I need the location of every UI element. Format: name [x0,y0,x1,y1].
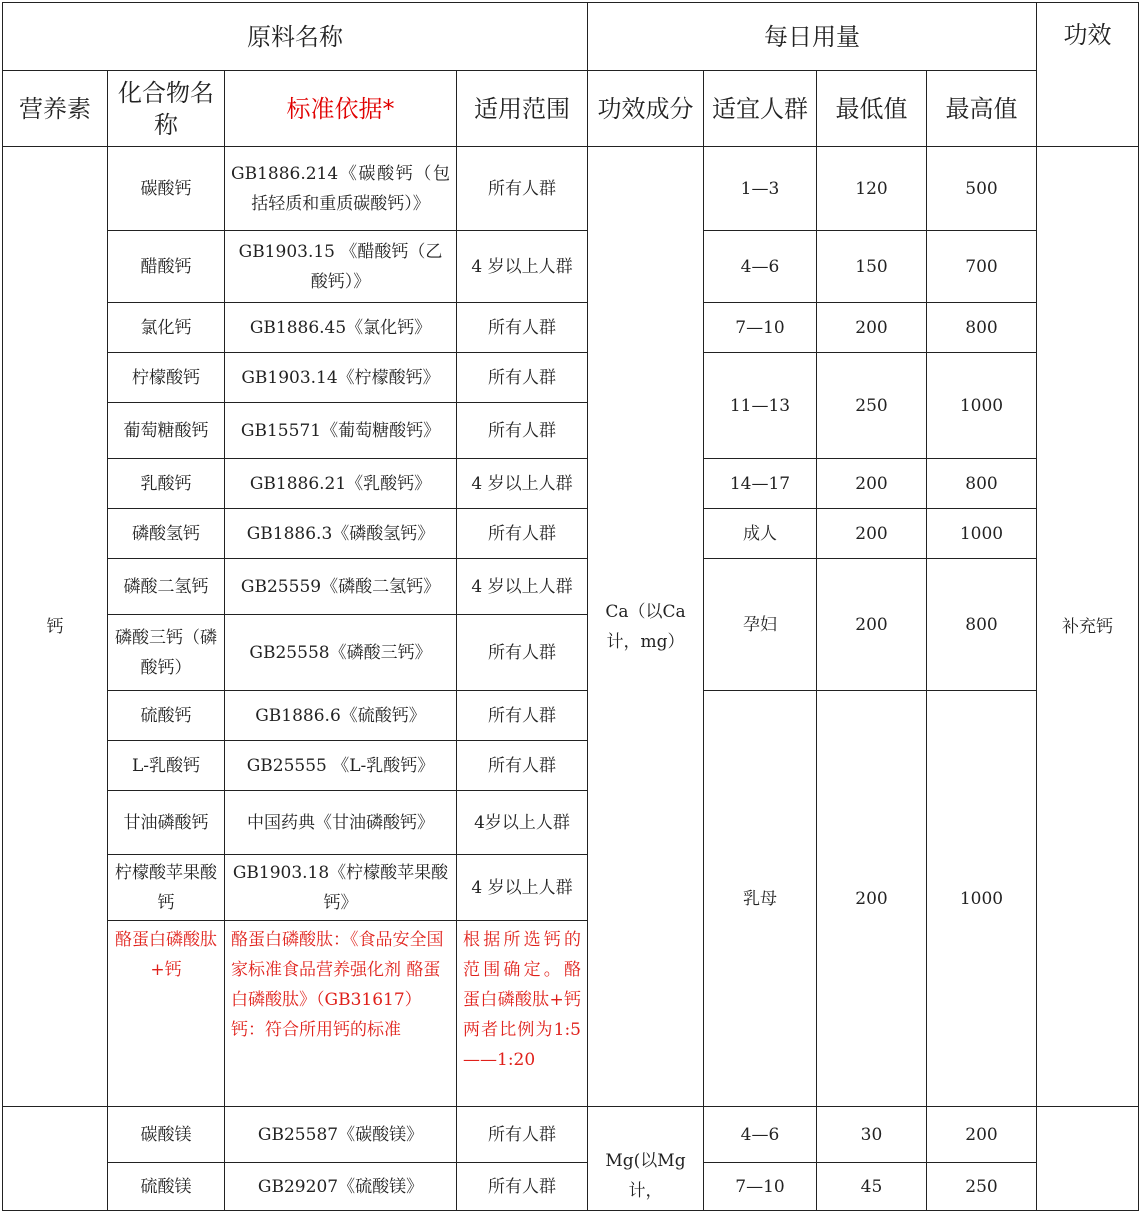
min-value: 200 [817,509,927,559]
scope: 所有人群 [457,1107,588,1163]
max-value: 500 [927,147,1037,231]
header-min-value: 最低值 [817,71,927,147]
table-row [3,303,1139,353]
scope: 所有人群 [457,615,588,691]
compound-name: 磷酸二氢钙 [108,559,225,615]
min-value: 250 [817,353,927,459]
header-functional-component: 功效成分 [588,71,704,147]
standard-basis: GB1903.15 《醋酸钙（乙酸钙）》 [225,231,457,303]
standard-line: 酪蛋白磷酸肽：《食品安全国家标准食品营养强化剂 酪蛋白磷酸肽》（GB31617） [231,930,444,1010]
max-value: 200 [927,1107,1037,1163]
target-group: 7—10 [704,303,817,353]
min-value: 200 [817,559,927,691]
functional-component-calcium: Ca（以Ca计，mg） [588,147,704,1107]
max-value: 1000 [927,509,1037,559]
standard-line: 钙：符合所用钙的标准 [231,1020,401,1040]
table-row [3,1107,1139,1163]
standard-basis: GB1886.6《硫酸钙》 [225,691,457,741]
max-value: 1000 [927,353,1037,459]
table-row [3,509,1139,559]
standard-basis: GB25558《磷酸三钙》 [225,615,457,691]
standard-basis: 中国药典《甘油磷酸钙》 [225,791,457,855]
standard-basis: GB1886.3《磷酸氢钙》 [225,509,457,559]
header-efficacy: 功效 [1037,3,1139,147]
standard-basis: GB29207《硫酸镁》 [225,1163,457,1211]
scope: 根据所选钙的范围确定。酪蛋白磷酸肽+钙两者比例为1:5——1:20 [457,921,588,1107]
target-group: 14—17 [704,459,817,509]
scope: 所有人群 [457,303,588,353]
header-standard-basis: 标准依据* [225,71,457,147]
header-compound-name: 化合物名称 [108,71,225,147]
min-value: 150 [817,231,927,303]
compound-name: 氯化钙 [108,303,225,353]
compound-name: 碳酸钙 [108,147,225,231]
table-row [3,1163,1139,1211]
compound-name: 硫酸镁 [108,1163,225,1211]
header-nutrient: 营养素 [3,71,108,147]
standard-basis: GB1886.214《碳酸钙（包括轻质和重质碳酸钙）》 [225,147,457,231]
standard-basis [225,921,457,1107]
compound-name: 柠檬酸苹果酸钙 [108,855,225,921]
target-group: 4—6 [704,1107,817,1163]
scope: 所有人群 [457,691,588,741]
min-value: 45 [817,1163,927,1211]
min-value: 30 [817,1107,927,1163]
scope: 所有人群 [457,353,588,403]
nutrient-table [2,2,1139,1211]
scope: 4岁以上人群 [457,791,588,855]
scope: 所有人群 [457,147,588,231]
max-value: 800 [927,303,1037,353]
nutrient-calcium: 钙 [3,147,108,1107]
efficacy-calcium: 补充钙 [1037,147,1139,1107]
compound-name: 甘油磷酸钙 [108,791,225,855]
nutrient-magnesium [3,1107,108,1211]
table-row [3,559,1139,615]
scope: 4 岁以上人群 [457,855,588,921]
standard-basis: GB25587《碳酸镁》 [225,1107,457,1163]
functional-component-magnesium: Mg(以Mg计， [588,1107,704,1211]
table-row [3,691,1139,741]
target-group: 乳母 [704,691,817,1107]
target-group: 11—13 [704,353,817,459]
compound-name: 硫酸钙 [108,691,225,741]
header-daily-dosage: 每日用量 [588,3,1037,71]
scope: 所有人群 [457,403,588,459]
target-group: 孕妇 [704,559,817,691]
compound-name: 磷酸氢钙 [108,509,225,559]
compound-name: 醋酸钙 [108,231,225,303]
compound-name: 葡萄糖酸钙 [108,403,225,459]
scope: 4 岁以上人群 [457,559,588,615]
min-value: 120 [817,147,927,231]
table-row [3,459,1139,509]
scope: 4 岁以上人群 [457,459,588,509]
standard-basis: GB25555 《L-乳酸钙》 [225,741,457,791]
compound-name: L-乳酸钙 [108,741,225,791]
scope: 所有人群 [457,741,588,791]
scope: 所有人群 [457,509,588,559]
table-row [3,231,1139,303]
header-scope: 适用范围 [457,71,588,147]
header-raw-material: 原料名称 [3,3,588,71]
max-value: 800 [927,459,1037,509]
max-value: 700 [927,231,1037,303]
standard-basis: GB1903.14《柠檬酸钙》 [225,353,457,403]
compound-name: 酪蛋白磷酸肽+钙 [108,921,225,1107]
standard-basis: GB15571《葡萄糖酸钙》 [225,403,457,459]
target-group: 7—10 [704,1163,817,1211]
compound-name: 柠檬酸钙 [108,353,225,403]
header-target-group: 适宜人群 [704,71,817,147]
table-row [3,353,1139,403]
header-max-value: 最高值 [927,71,1037,147]
compound-name: 磷酸三钙（磷酸钙） [108,615,225,691]
min-value: 200 [817,691,927,1107]
max-value: 800 [927,559,1037,691]
standard-basis: GB1886.45《氯化钙》 [225,303,457,353]
table-row [3,147,1139,231]
max-value: 1000 [927,691,1037,1107]
efficacy-magnesium [1037,1107,1139,1211]
standard-basis: GB25559《磷酸二氢钙》 [225,559,457,615]
compound-name: 乳酸钙 [108,459,225,509]
max-value: 250 [927,1163,1037,1211]
target-group: 4—6 [704,231,817,303]
min-value: 200 [817,303,927,353]
target-group: 1—3 [704,147,817,231]
scope: 4 岁以上人群 [457,231,588,303]
scope: 所有人群 [457,1163,588,1211]
standard-basis: GB1886.21《乳酸钙》 [225,459,457,509]
target-group: 成人 [704,509,817,559]
standard-basis: GB1903.18《柠檬酸苹果酸钙》 [225,855,457,921]
min-value: 200 [817,459,927,509]
compound-name: 碳酸镁 [108,1107,225,1163]
